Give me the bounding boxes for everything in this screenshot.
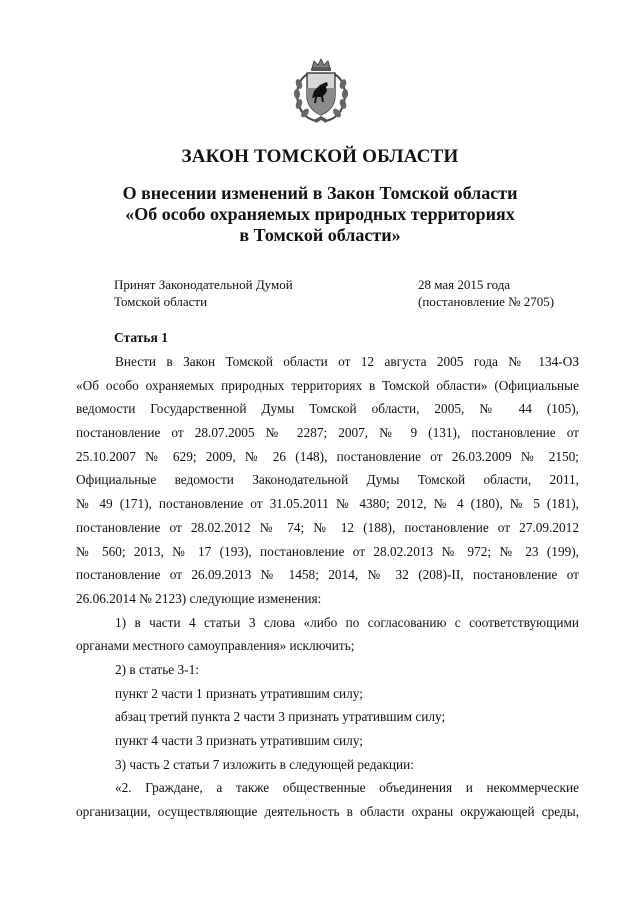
adoption-body-line: Томской области [114,294,208,309]
article-heading: Статья 1 [114,330,168,345]
text-line: абзац третий пункта 2 части 3 признать утратившим силу; [115,709,446,725]
text-line: пункт 4 части 3 признать утратившим силу; [115,733,363,748]
text-line: 2) в статье 3-1: [115,661,199,677]
law-subtitle [80,183,560,246]
text-line: организации, осуществляющие деятельность в области охраны окружающей среды, [76,804,579,820]
text-line: № 560; 2013, № 17 (193), постановление от 28.02.2013 № 972; № 23 (199), [76,543,579,559]
text-line: № 49 (171), постановление от 31.05.2011 № 4380; 2012, № 4 (180), № 5 (181), [76,496,579,512]
coat-of-arms-icon [290,58,352,124]
text-line: «Об особо охраняемых природных территориях в Томской области» (Официальные [76,377,579,393]
adoption-date [418,276,554,310]
text-line: пункт 2 части 1 признать утратившим силу; [115,685,363,701]
text-line: 26.06.2014 № 2123) следующие изменения: [76,590,322,606]
text-line: постановление от 26.09.2013 № 1458; 2014, № 32 (208)-II, постановление от [76,567,579,583]
law-subtitle-line: в Томской области» [239,225,401,245]
text-line: 3) часть 2 статьи 7 изложить в следующей редакции: [115,756,414,772]
adoption-body [114,276,293,310]
law-title: ЗАКОН ТОМСКОЙ ОБЛАСТИ [181,146,459,167]
law-subtitle-line: «Об особо охраняемых природных территориях [125,204,515,224]
law-subtitle-line: О внесении изменений в Закон Томской области [122,183,518,203]
text-line: «2. Граждане, а также общественные объединения и некоммерческие [115,780,579,796]
adoption-resolution-line: (постановление № 2705) [418,294,555,309]
text-line: ведомости Государственной Думы Томской области, 2005, № 44 (105), [76,401,579,417]
text-line: органами местного самоуправления» исключить; [76,638,355,654]
text-line: постановление от 28.02.2012 № 74; № 12 (188), постановление от 27.09.2012 [76,519,579,535]
adoption-date-line: 28 мая 2015 года [418,277,511,292]
text-line: Официальные ведомости Законодательной Думы Томской области, 2011, [76,472,579,488]
text-line: Внести в Закон Томской области от 12 августа 2005 года № 134-ОЗ [115,354,579,369]
text-line: постановление от 28.07.2005 № 2287; 2007, № 9 (131), постановление от [76,425,579,441]
adoption-body-line: Принят Законодательной Думой [114,277,293,292]
article-body [76,350,579,824]
text-line: 25.10.2007 № 629; 2009, № 26 (148), постановление от 26.03.2009 № 2150; [76,448,579,464]
text-line: 1) в части 4 статьи 3 слова «либо по согласованию с соответствующими [115,614,579,630]
